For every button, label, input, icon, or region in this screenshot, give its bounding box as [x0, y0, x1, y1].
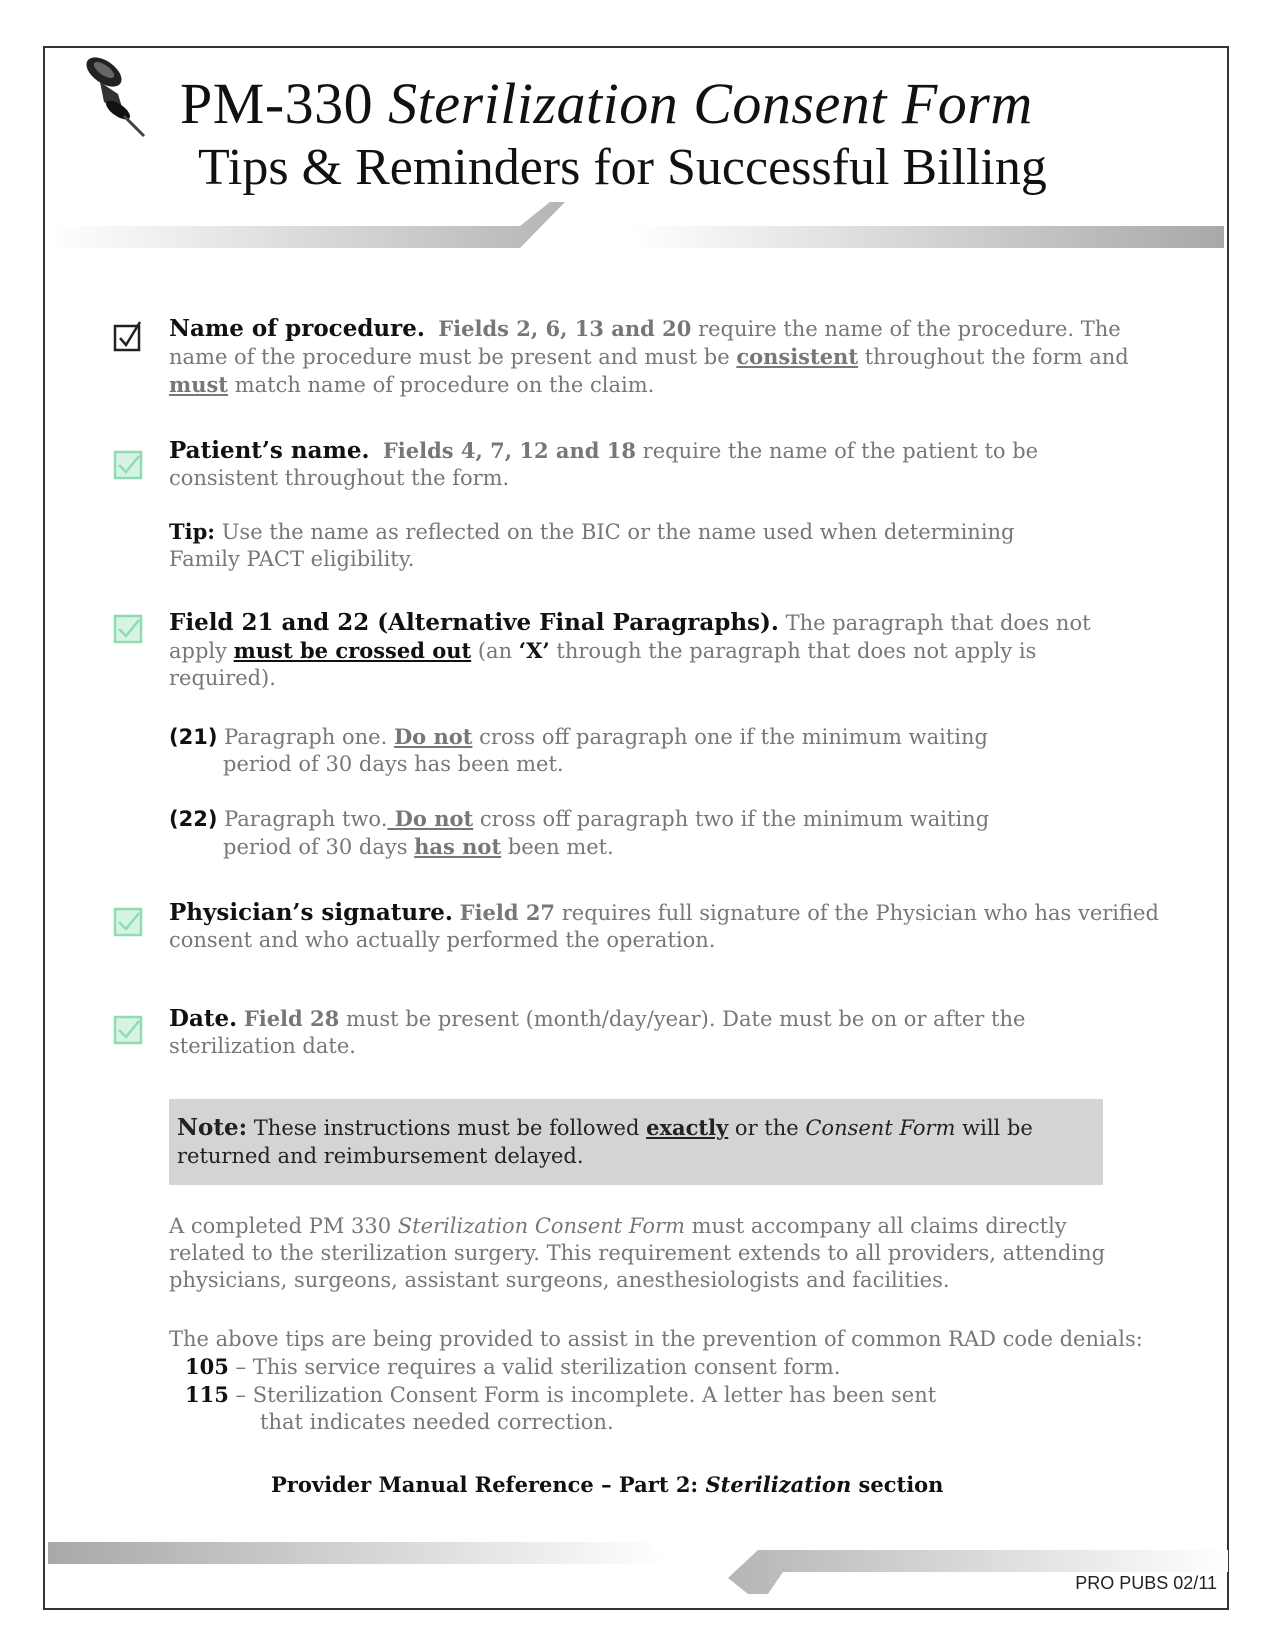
item-field-21-22: Field 21 and 22 (Alternative Final Paragraphs). The paragraph that does not apply must be crossed out (an ‘X’ through the paragraph that does not apply is required). — [169, 609, 1091, 690]
sub-item-21: (21) Paragraph one. Do not cross off paragraph one if the minimum waiting period of 30 days has been met. — [169, 724, 988, 776]
requirement-paragraph: A completed PM 330 Sterilization Consent Form must accompany all claims directly related to the sterilization surgery. This requirement extends to all providers, attending physicians, surgeons, assistant surgeons, anesthesiologists and facilities. — [169, 1214, 1106, 1292]
rad-code-115: 115 – Sterilization Consent Form is incomplete. A letter has been sent — [185, 1382, 937, 1407]
footer-band — [48, 1540, 1228, 1596]
rad-code-115-cont: that indicates needed correction. — [260, 1410, 614, 1434]
item-physicians-signature: Physician’s signature. Field 27 requires full signature of the Physician who has verified consent and who actually performed the operation. — [169, 899, 1159, 952]
rad-codes-section — [169, 1326, 1229, 1436]
manual-reference: Provider Manual Reference – Part 2: Sterilization section — [271, 1472, 944, 1497]
tip-text: Tip: Use the name as reflected on the BIC or the name used when determining Family PACT eligibility. — [169, 519, 1015, 571]
page-subtitle: Tips & Reminders for Successful Billing — [198, 139, 1047, 196]
checkbox-checked-icon — [113, 448, 143, 480]
item-name-of-procedure: Name of procedure. Fields 2, 6, 13 and 20 require the name of the procedure. The name of the procedure must be present and must be consistent throughout the form and must match name of procedure on the claim. — [169, 315, 1129, 397]
note-box: Note: These instructions must be followed exactly or the Consent Form will be returned and reimbursement delayed. — [169, 1099, 1103, 1185]
pushpin-icon — [74, 52, 154, 142]
footer-code: PRO PUBS 02/11 — [1075, 1573, 1217, 1593]
page-title: PM-330 Sterilization Consent Form — [180, 71, 1033, 136]
item-patients-name: Patient’s name. Fields 4, 7, 12 and 18 require the name of the patient to be consistent throughout the form. — [169, 437, 1039, 490]
header-band — [50, 198, 1230, 250]
checkbox-checked-icon — [113, 320, 143, 352]
sub-item-22: (22) Paragraph two. Do not cross off paragraph two if the minimum waiting period of 30 days has not been met. — [169, 806, 990, 859]
checkbox-checked-icon — [113, 1013, 143, 1045]
checkbox-checked-icon — [113, 612, 143, 644]
rad-code-105: 105 – This service requires a valid sterilization consent form. — [185, 1354, 841, 1379]
item-date: Date. Field 28 must be present (month/day/year). Date must be on or after the sterilization date. — [169, 1005, 1026, 1058]
checkbox-checked-icon — [113, 905, 143, 937]
rad-codes-intro: The above tips are being provided to assist in the prevention of common RAD code denials: — [169, 1327, 1143, 1351]
